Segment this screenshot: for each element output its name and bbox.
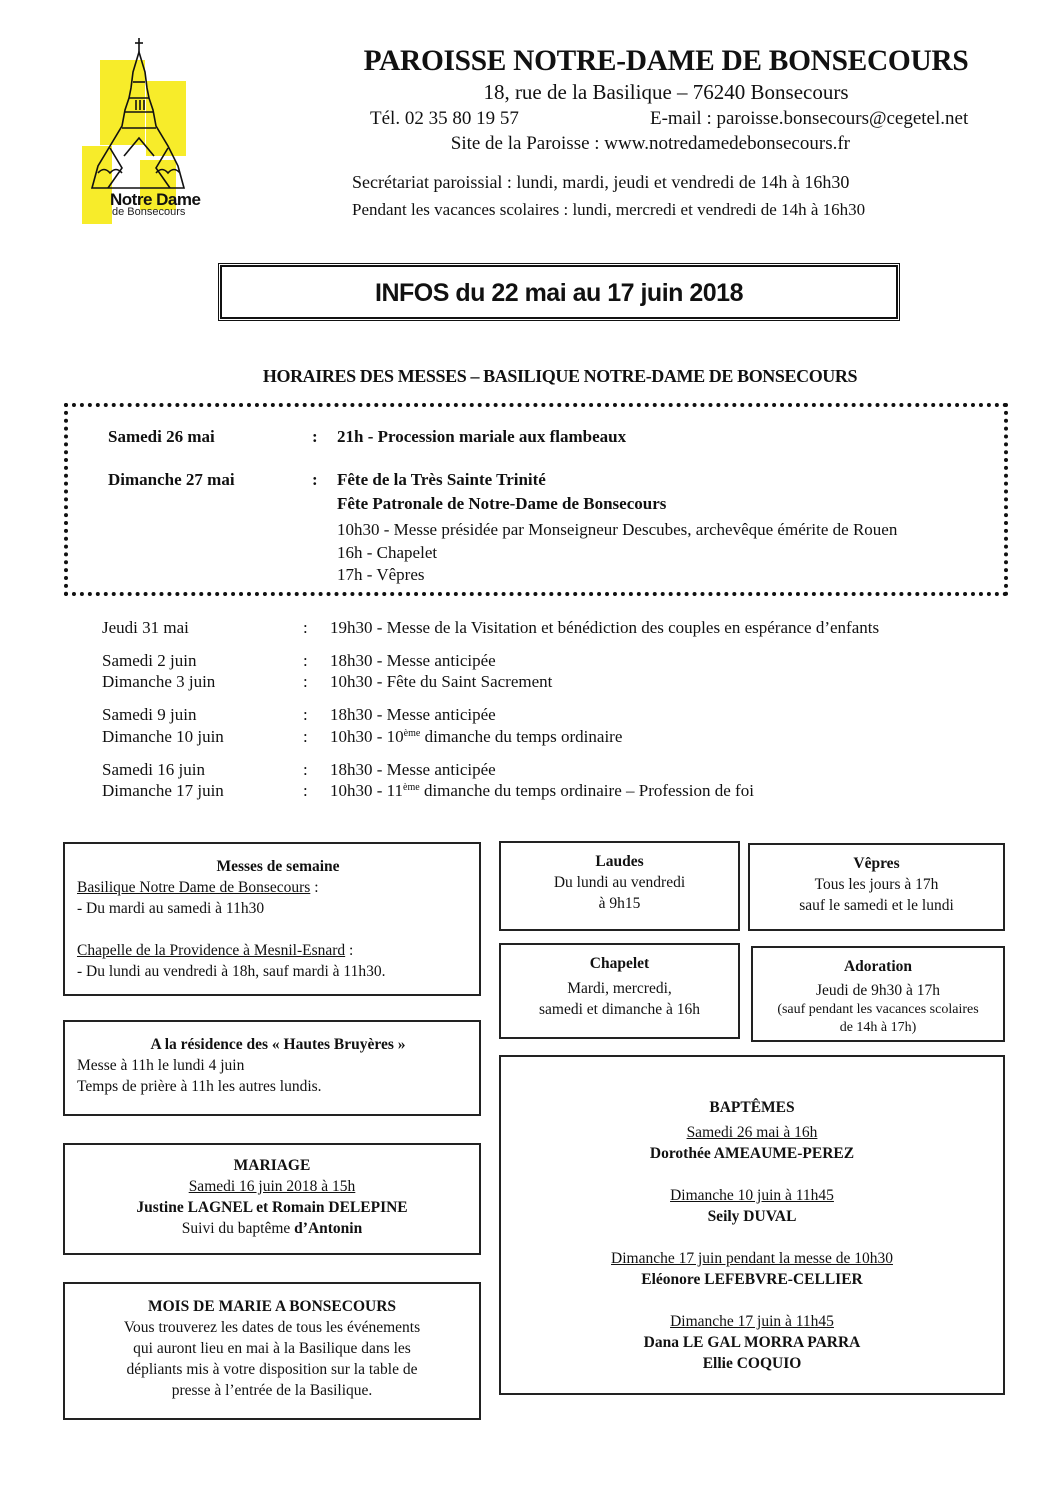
month-of-mary-box [63,1282,481,1420]
box-line: dépliants mis à votre disposition sur la table de [126,1361,418,1378]
box-line: sauf le samedi et le lundi [799,897,954,914]
baptism-name: Eléonore LEFEBVRE-CELLIER [641,1271,863,1288]
separator: : [303,705,308,724]
baptisms-box [499,1055,1005,1395]
box-line: Tous les jours à 17h [814,876,939,893]
schedule-text: 19h30 - Messe de la Visitation et bénédiction des couples en espérance d’enfants [330,618,880,637]
wedding-box [63,1143,481,1255]
schedule-text [330,781,754,801]
special-event: Fête de la Très Sainte Trinité [337,470,546,489]
weekday-masses-box [63,842,481,996]
special-detail: 10h30 - Messe présidée par Monseigneur Descubes, archevêque émérite de Rouen [337,520,898,539]
box-line: Jeudi de 9h30 à 17h [816,982,940,999]
special-detail: 16h - Chapelet [337,543,438,562]
parish-email: E-mail : paroisse.bonsecours@cegetel.net [650,108,969,129]
box-title: Messes de semaine [216,858,340,875]
baptism-date: Dimanche 10 juin à 11h45 [670,1187,834,1204]
wedding-couple: Justine LAGNEL et Romain DELEPINE [136,1199,408,1216]
separator: : [303,672,308,691]
baptism-name: Dorothée AMEAUME-PEREZ [649,1145,855,1162]
special-day: Dimanche 27 mai [108,470,235,489]
schedule-text [330,727,622,747]
parish-phone: Tél. 02 35 80 19 57 [370,108,519,129]
parish-website: Site de la Paroisse : www.notredamedebonsecours.fr [450,133,850,154]
special-event: 21h - Procession mariale aux flambeaux [337,427,627,446]
schedule-day: Dimanche 17 juin [102,781,224,800]
infos-title-box [218,263,900,321]
special-day: Samedi 26 mai [108,427,215,446]
box-line: à 9h15 [598,895,641,912]
schedule-text: 18h30 - Messe anticipée [330,651,496,670]
box-title: MOIS DE MARIE A BONSECOURS [147,1298,397,1315]
parish-logo [80,38,210,218]
residence-line: Messe à 11h le lundi 4 juin [77,1057,245,1074]
logo-subtitle: de Bonsecours [112,206,186,218]
parish-address: 18, rue de la Basilique – 76240 Bonsecours [483,80,849,104]
separator: : [303,651,308,670]
baptism-date: Dimanche 17 juin à 11h45 [670,1313,834,1330]
residence-box [63,1020,481,1116]
box-line: presse à l’entrée de la Basilique. [171,1382,373,1399]
schedule-day: Samedi 16 juin [102,760,205,779]
wedding-note [65,1218,479,1239]
schedule-text: 10h30 - Fête du Saint Sacrement [330,672,553,691]
baptism-name: Ellie COQUIO [702,1355,802,1372]
laudes-box [499,841,740,931]
separator: : [312,470,318,489]
baptism-name: Seily DUVAL [707,1208,797,1225]
place-name: Chapelle de la Providence à Mesnil-Esnard [77,942,346,959]
box-line: de 14h à 17h) [839,1020,917,1035]
weekday-times: - Du mardi au samedi à 11h30 [77,900,265,917]
note-name: d’Antonin [294,1220,363,1237]
box-title: MARIAGE [233,1157,311,1174]
box-line: samedi et dimanche à 16h [539,1001,700,1018]
baptism-date: Dimanche 17 juin pendant la messe de 10h30 [611,1250,893,1267]
schedule-text: 18h30 - Messe anticipée [330,705,496,724]
infos-title: INFOS du 22 mai au 17 juin 2018 [375,279,743,307]
schedule-text: 18h30 - Messe anticipée [330,760,496,779]
schedule-day: Dimanche 10 juin [102,727,224,746]
box-line: (sauf pendant les vacances scolaires [777,1002,979,1017]
separator: : [303,781,308,800]
box-title: BAPTÊMES [709,1099,795,1116]
schedule-day: Jeudi 31 mai [102,618,189,637]
parish-name: PAROISSE NOTRE-DAME DE BONSECOURS [363,44,969,77]
ordinal-suffix: ème [403,728,421,739]
secretariat-hours: Secrétariat paroissial : lundi, mardi, jeudi et vendredi de 14h à 16h30 [352,172,850,192]
box-title: Vêpres [853,855,900,872]
ordinal-suffix: ème [403,782,420,793]
vespers-box [748,843,1005,931]
wedding-date: Samedi 16 juin 2018 à 15h [188,1178,356,1195]
mass-section-title: HORAIRES DES MESSES – BASILIQUE NOTRE-DAME DE BONSECOURS [262,366,858,386]
holiday-hours: Pendant les vacances scolaires : lundi, mercredi et vendredi de 14h à 16h30 [352,200,866,219]
schedule-text-prefix: 10h30 - 11 [330,781,404,800]
box-title: A la résidence des « Hautes Bruyères » [150,1036,406,1053]
weekday-times: - Du lundi au vendredi à 18h, sauf mardi à 11h30. [77,963,386,980]
box-title: Adoration [843,958,913,975]
box-line: Mardi, mercredi, [567,980,672,997]
schedule-day: Samedi 9 juin [102,705,197,724]
separator: : [303,760,308,779]
place-colon: : [345,942,354,959]
schedule-day: Samedi 2 juin [102,651,197,670]
weekday-place [77,877,479,898]
separator: : [303,618,308,637]
special-event-feast: Fête Patronale de Notre-Dame de Bonsecours [337,494,667,513]
place-colon: : [310,879,319,896]
residence-line: Temps de prière à 11h les autres lundis. [77,1078,322,1095]
schedule-text-suffix: dimanche du temps ordinaire [420,727,623,746]
place-name: Basilique Notre Dame de Bonsecours [77,879,311,896]
basilica-drawing-icon [80,38,210,198]
schedule-day: Dimanche 3 juin [102,672,216,691]
schedule-text-prefix: 10h30 - 10 [330,727,404,746]
separator: : [312,427,318,446]
weekday-place [77,940,479,961]
box-title: Chapelet [589,955,650,972]
logo-title: Notre Dame [110,190,201,209]
note-text: Suivi du baptême [181,1220,295,1237]
separator: : [303,727,308,746]
baptism-name: Dana LE GAL MORRA PARRA [643,1334,861,1351]
box-line: Vous trouverez les dates de tous les événements [123,1319,421,1336]
adoration-box [751,946,1005,1042]
special-detail: 17h - Vêpres [337,565,425,584]
rosary-box [499,943,740,1039]
box-line: Du lundi au vendredi [553,874,686,891]
baptism-date: Samedi 26 mai à 16h [686,1124,818,1141]
schedule-text-suffix: dimanche du temps ordinaire – Profession de foi [419,781,754,800]
box-line: qui auront lieu en mai à la Basilique dans les [133,1340,411,1357]
box-title: Laudes [595,853,644,870]
